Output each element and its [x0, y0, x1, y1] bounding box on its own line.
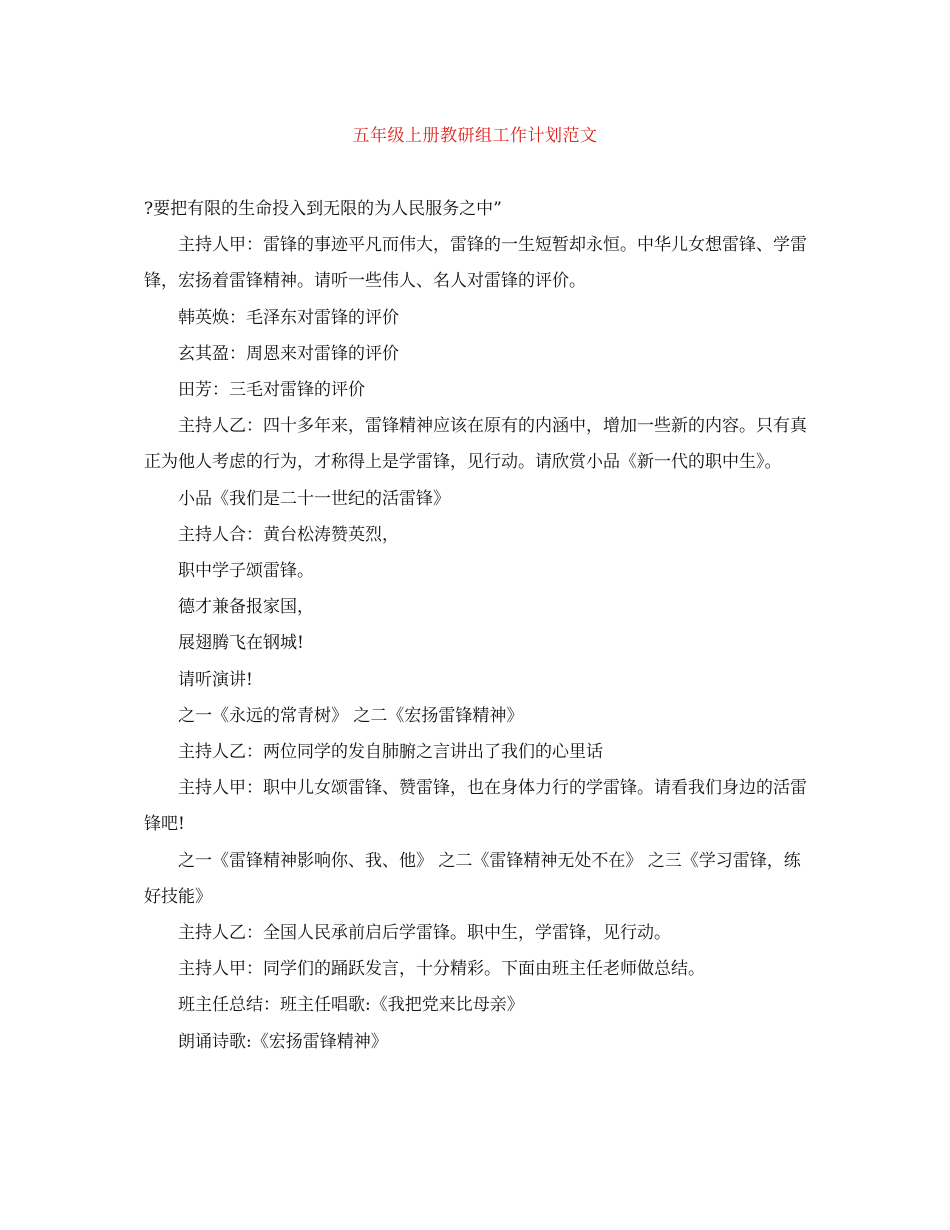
paragraph-xuan-qiying: 玄其盈：周恩来对雷锋的评价 [178, 343, 399, 364]
document-body [144, 191, 814, 1060]
paragraph-teacher-summary: 班主任总结：班主任唱歌:《我把党来比母亲》 [178, 995, 524, 1016]
paragraph-speech-titles: 之一《永远的常青树》 之二《宏扬雷锋精神》 [178, 705, 524, 726]
paragraph-quote: ?要把有限的生命投入到无限的为人民服务之中” [144, 199, 502, 219]
paragraph-host-a-intro: 主持人甲：雷锋的事迹平凡而伟大，雷锋的一生短暂却永恒。中华儿女想雷锋、学雷锋，宏扬着雷锋精神。请听一些伟人、名人对雷锋的评价。 [144, 235, 807, 292]
paragraph-speech-intro: 请听演讲! [178, 669, 253, 690]
paragraph-story-titles: 之一《雷锋精神影响你、我、他》 之二《雷锋精神无处不在》 之三《学习雷锋，练好技能》 [144, 850, 801, 907]
paragraph-poem-line-4: 展翅腾飞在钢城! [178, 633, 304, 654]
paragraph-tian-fang: 田芳：三毛对雷锋的评价 [178, 380, 365, 401]
paragraph-host-b-sketch: 主持人乙：四十多年来，雷锋精神应该在原有的内涵中，增加一些新的内容。只有真正为他人考虑的行为，才称得上是学雷锋，见行动。请欣赏小品《新一代的职中生》。 [144, 416, 807, 473]
paragraph-host-b-nation: 主持人乙：全国人民承前启后学雷锋。职中生，学雷锋，见行动。 [178, 923, 671, 944]
paragraph-poem-line-2: 职中学子颂雷锋。 [178, 561, 314, 582]
paragraph-poem-recital: 朗诵诗歌:《宏扬雷锋精神》 [178, 1031, 388, 1052]
paragraph-poem-line-1: 主持人合：黄台松涛赞英烈， [178, 524, 399, 545]
document-title: 五年级上册教研组工作计划范文 [352, 126, 598, 146]
paragraph-host-a-living: 主持人甲：职中儿女颂雷锋、赞雷锋，也在身体力行的学雷锋。请看我们身边的活雷锋吧! [144, 778, 807, 835]
paragraph-poem-line-3: 德才兼备报家国， [178, 597, 314, 618]
paragraph-sketch-title: 小品《我们是二十一世纪的活雷锋》 [178, 488, 450, 509]
paragraph-host-b-response: 主持人乙：两位同学的发自肺腑之言讲出了我们的心里话 [178, 742, 603, 763]
paragraph-host-a-summary: 主持人甲：同学们的踊跃发言，十分精彩。下面由班主任老师做总结。 [178, 959, 705, 980]
paragraph-han-yinghuan: 韩英焕：毛泽东对雷锋的评价 [178, 307, 399, 328]
